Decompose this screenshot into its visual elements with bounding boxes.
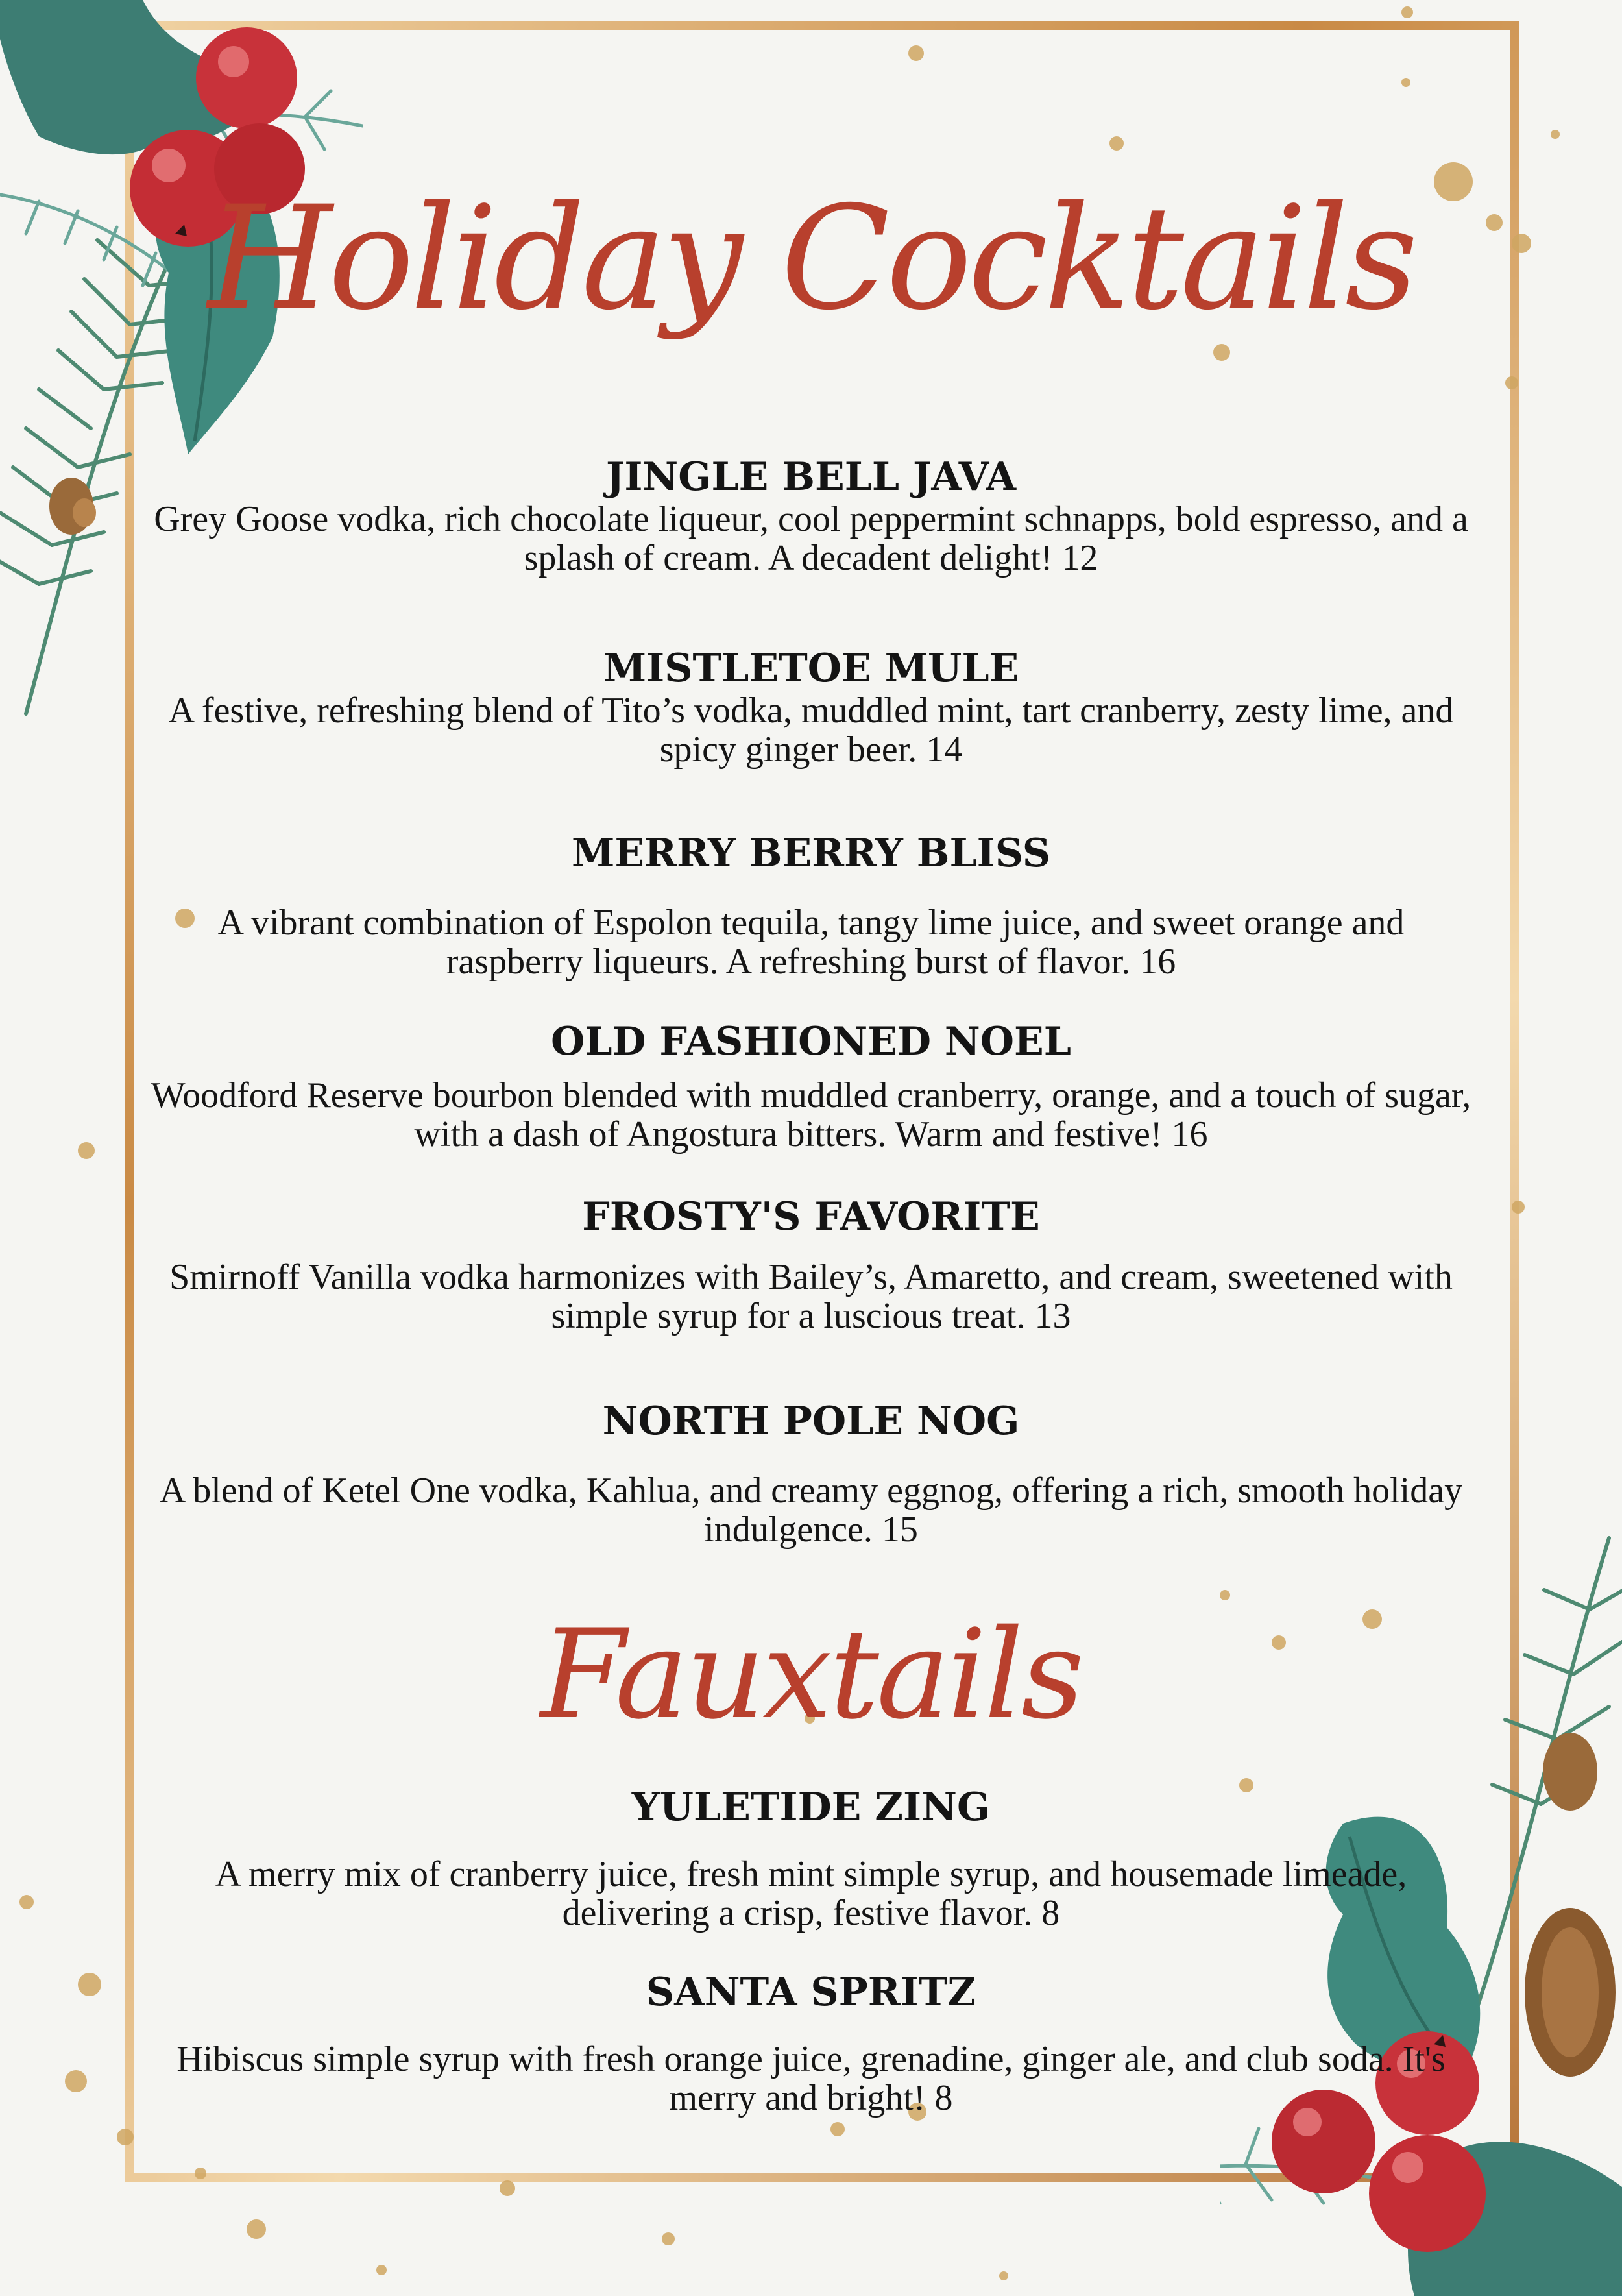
menu-item-jingle-bell-java: [149, 454, 1473, 578]
menu-item-north-pole-nog: [149, 1398, 1473, 1549]
item-name: SANTA SPRITZ: [646, 1970, 976, 2015]
item-description: A festive, refreshing blend of Tito’s vodka, muddled mint, tart cranberry, zesty lime, and spicy ginger beer. 14: [168, 690, 1454, 770]
item-description: A merry mix of cranberry juice, fresh mint simple syrup, and housemade limeade, delivering a crisp, festive flavor. 8: [215, 1854, 1407, 1933]
item-description: A blend of Ketel One vodka, Kahlua, and creamy eggnog, offering a rich, smooth holiday indulgence. 15: [159, 1471, 1463, 1550]
item-name: OLD FASHIONED NOEL: [551, 1019, 1071, 1064]
section-title-fauxtails: Fauxtails: [540, 1603, 1082, 1746]
item-name: NORTH POLE NOG: [602, 1398, 1020, 1444]
item-description: Woodford Reserve bourbon blended with muddled cranberry, orange, and a touch of sugar, with a dash of Angostura bitters. Warm and festive! 16: [151, 1075, 1471, 1154]
item-description: Grey Goose vodka, rich chocolate liqueur, cool peppermint schnapps, bold espresso, and a splash of cream. A decadent delight! 12: [154, 499, 1468, 578]
menu-item-old-fashioned-noel: [149, 1019, 1473, 1154]
item-description: A vibrant combination of Espolon tequila, tangy lime juice, and sweet orange and raspberry liqueurs. A refreshing burst of flavor. 16: [217, 903, 1405, 982]
item-name: MERRY BERRY BLISS: [571, 831, 1051, 876]
item-name: YULETIDE ZING: [631, 1785, 991, 1830]
menu-item-merry-berry-bliss: [149, 831, 1473, 981]
item-description: Smirnoff Vanilla vodka harmonizes with Bailey’s, Amaretto, and cream, sweetened with simple syrup for a luscious treat. 13: [169, 1257, 1453, 1336]
menu-item-yuletide-zing: [149, 1785, 1473, 1933]
item-name: FROSTY'S FAVORITE: [582, 1194, 1040, 1240]
holly-berry-pine-icon: [0, 0, 363, 727]
menu-item-mistletoe-mule: [149, 646, 1473, 769]
item-name: JINGLE BELL JAVA: [605, 454, 1017, 500]
menu-item-santa-spritz: [149, 1970, 1473, 2118]
menu-item-frostys-favorite: [149, 1194, 1473, 1336]
item-name: MISTLETOE MULE: [603, 646, 1019, 691]
item-description: Hibiscus simple syrup with fresh orange juice, grenadine, ginger ale, and club soda. It's merry and bright! 8: [176, 2039, 1446, 2118]
page-title: Holiday Cocktails: [208, 175, 1414, 341]
